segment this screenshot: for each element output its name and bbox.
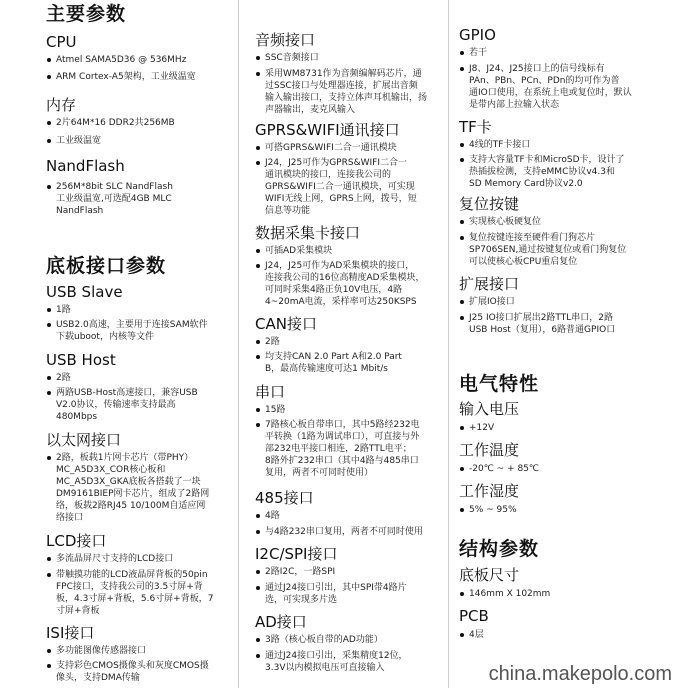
bullet-item (255, 52, 445, 64)
bullet-line: ARM Cortex-A5架构，工业级温宽 (56, 72, 196, 82)
bullet-line: 实现核心板硬复位 (469, 217, 542, 227)
bullet-item (255, 245, 445, 257)
bullet-item (255, 404, 445, 416)
subsection-heading: GPRS&WIFI通讯接口 (255, 121, 400, 139)
bullet-line: 146mm X 102mm (469, 589, 551, 599)
subsection-heading: NandFlash (46, 157, 125, 175)
bullet-item (459, 63, 677, 111)
bullet-line: 4线的TF卡接口 (469, 140, 531, 150)
bullet-line: NandFlash (56, 206, 104, 216)
subsection-heading: USB Slave (46, 283, 123, 301)
bullet-item (255, 351, 445, 375)
bullet-line: 工业级温宽,可选配4GB MLC (56, 194, 172, 204)
bullet-item (255, 634, 445, 646)
bullet-item (46, 645, 234, 657)
bullet-line: 2片64M*16 DDR2共256MB (56, 118, 175, 128)
bullet-item (459, 216, 677, 228)
bullet-item (255, 510, 445, 522)
bullet-item (255, 336, 445, 348)
bullet-item (46, 181, 234, 217)
bullet-item (46, 54, 234, 66)
bullet-line: Atmel SAMA5D36 @ 536MHz (56, 55, 187, 65)
bullet-item (46, 135, 234, 147)
bullet-item (255, 260, 445, 308)
bullet-line: 板，4.3寸屏+背板，5.6寸屏+背板，7 (56, 594, 214, 604)
subsection-heading: TF卡 (459, 118, 492, 136)
bullet-item (255, 582, 445, 606)
bullet-line: USB Host（复用），6路普通GPIO口 (469, 325, 616, 335)
bullet-line: 复用，两者不可同时使用） (265, 468, 374, 478)
bullet-line: 扩展IO接口 (469, 297, 515, 307)
bullet-line: 4路 (265, 511, 280, 521)
bullet-line: 多流晶屏尺寸支持的LCD接口 (56, 554, 174, 564)
subsection-heading: 工作温度 (459, 441, 520, 459)
bullet-line: 与4路232串口复用，两者不可同时使用 (265, 527, 423, 537)
bullet-line: 过SSC接口与处理器连接，扩展出音频 (265, 81, 418, 91)
bullet-line: 是带内部上拉输入状态 (469, 100, 560, 110)
subsection-heading: USB Host (46, 351, 116, 369)
bullet-item (255, 650, 445, 674)
bullet-line: SD Memory Card协议v2.0 (469, 179, 583, 189)
subsection-heading: 工作湿度 (459, 482, 520, 500)
bullet-line: 络，板载2路RJ45 10/100M自适应网 (56, 501, 206, 511)
section-heading: 结构参数 (459, 538, 540, 560)
bullet-line: J24，J25可作为AD采集模块的接口， (265, 261, 415, 271)
bullet-item (46, 71, 234, 83)
bullet-line: 2路 (56, 373, 71, 383)
bullet-line: 信息等功能 (265, 206, 311, 216)
bullet-line: 7路核心板自带串口，其中5路经232电 (265, 420, 420, 430)
bullet-item (459, 232, 677, 268)
bullet-item (459, 463, 677, 475)
bullet-line: 两路USB-Host高速接口，兼容USB (56, 388, 198, 398)
bullet-item (255, 526, 445, 538)
bullet-item (46, 569, 234, 617)
bullet-line: 工业级温宽 (56, 136, 102, 146)
bullet-item (46, 117, 234, 129)
bullet-line: 8路外扩232串口（其中4路与485串口 (265, 456, 419, 466)
bullet-item (46, 319, 234, 343)
bullet-item (255, 566, 445, 578)
bullet-line: 输入输出接口，支持立体声耳机输出，扬 (265, 93, 428, 103)
bullet-line: V2.0协议，传输速率支持最高 (56, 400, 176, 410)
bullet-item (46, 304, 234, 316)
section-heading: 电气特性 (459, 373, 540, 395)
bullet-item (255, 68, 445, 116)
bullet-item (459, 296, 677, 308)
bullet-line: 3.3V以内模拟电压可直接输入 (265, 663, 385, 673)
subsection-heading: 数据采集卡接口 (255, 224, 361, 242)
bullet-line: 下载uboot，内核等文件 (56, 332, 154, 342)
bullet-line: DM9161BIEP网卡芯片，组成了2路网 (56, 489, 210, 499)
bullet-line: 带触摸功能的LCD液晶屏背板的50pin (56, 570, 208, 580)
bullet-line: -20℃ ~ + 85℃ (469, 464, 540, 474)
column-left (0, 0, 238, 688)
bullet-line: SP706SEN,通过按键复位或看门狗复位 (469, 245, 627, 255)
subsection-heading: 底板尺寸 (459, 566, 520, 584)
bullet-line: 复位按键连接至硬件看门狗芯片 (469, 233, 596, 243)
bullet-item (459, 139, 677, 151)
bullet-line: 选，可实现多片选 (265, 595, 338, 605)
subsection-heading: CPU (46, 33, 77, 51)
subsection-heading: CAN接口 (255, 315, 317, 333)
bullet-line: 通IO口使用，在系统上电或复位时，默认 (469, 88, 632, 98)
bullet-item (255, 157, 445, 217)
column-right (448, 0, 680, 688)
bullet-line: 支持彩色CMOS摄像头和灰度CMOS摄 (56, 661, 209, 671)
bullet-line: 连接我公司的16位高精度AD采集模块， (265, 273, 425, 283)
bullet-line: 5% ~ 95% (469, 505, 517, 515)
bullet-item (46, 387, 234, 423)
bullet-line: 多功能图像传感器接口 (56, 646, 147, 656)
bullet-line: 可插AD采集模块 (265, 246, 333, 256)
subsection-heading: 复位按键 (459, 195, 520, 213)
bullet-line: 若干 (469, 48, 488, 58)
subsection-heading: 扩展接口 (459, 275, 520, 293)
bullet-item (46, 553, 234, 565)
subsection-heading: ISI接口 (46, 624, 95, 642)
bullet-line: WIFI无线上网，GPRS上网，拨号，短 (265, 194, 417, 204)
subsection-heading: 串口 (255, 383, 286, 401)
bullet-item (46, 452, 234, 524)
bullet-line: 2路 (265, 337, 280, 347)
bullet-line: J24，J25可作为GPRS&WIFI二合一 (265, 158, 407, 168)
subsection-heading: LCD接口 (46, 532, 107, 550)
bullet-line: 支持大容量TF卡和MicroSD卡，设计了 (469, 155, 625, 165)
bullet-line: USB2.0高速，主要用于连接SAM软件 (56, 320, 208, 330)
subsection-heading: 音频接口 (255, 31, 316, 49)
bullet-line: 4层 (469, 630, 484, 640)
bullet-item (459, 588, 677, 600)
bullet-line: 部232电平接口相连，2路TTL电平； (265, 444, 412, 454)
bullet-line: 3路（核心板自带的AD功能） (265, 635, 383, 645)
bullet-item (459, 47, 677, 59)
bullet-line: MC_A5D3X_GKA底板各搭载了一块 (56, 477, 201, 487)
bullet-line: GPRS&WIFI二合一通讯模块，可实现 (265, 182, 415, 192)
subsection-heading: 内存 (46, 96, 77, 114)
bullet-line: 256M*8bit SLC NandFlash (56, 182, 173, 192)
subsection-heading: PCB (459, 607, 489, 625)
subsection-heading: 以太网接口 (46, 431, 122, 449)
section-heading: 底板接口参数 (46, 255, 167, 277)
subsection-heading: GPIO (459, 26, 496, 44)
subsection-heading: AD接口 (255, 613, 307, 631)
bullet-line: 15路 (265, 405, 286, 415)
bullet-item (46, 372, 234, 384)
bullet-line: 采用WM8731作为音频编解码芯片，通 (265, 69, 422, 79)
bullet-line: 寸屏+背板 (56, 606, 100, 616)
bullet-line: 声器输出，麦克风输入 (265, 105, 356, 115)
bullet-item (459, 154, 677, 190)
bullet-line: 通过J24接口引出，其中SPI带4路片 (265, 583, 407, 593)
bullet-line: 可搭GPRS&WIFI二合一通讯模块 (265, 143, 397, 153)
bullet-item (255, 419, 445, 479)
bullet-item (46, 660, 234, 684)
bullet-line: 4~20mA电流，采样率可达250KSPS (265, 297, 417, 307)
bullet-item (459, 422, 677, 434)
section-heading: 主要参数 (46, 3, 127, 25)
bullet-line: FPC接口，支持我公司的3.5寸屏+背 (56, 582, 203, 592)
bullet-line: 平转换（1路为调试串口），可直接与外 (265, 432, 420, 442)
bullet-line: 络接口 (56, 513, 84, 523)
subsection-heading: 485接口 (255, 489, 314, 507)
bullet-line: J8、J24、J25接口上的信号线标有 (469, 64, 605, 74)
subsection-heading: 输入电压 (459, 400, 520, 418)
watermark: china.makepolo.com (488, 663, 672, 685)
bullet-item (459, 504, 677, 516)
bullet-line: 可以使核心板CPU重启复位 (469, 257, 578, 267)
bullet-line: 通讯模块的接口，连接我公司的 (265, 170, 392, 180)
bullet-item (459, 312, 677, 336)
bullet-line: J25 IO接口扩展出2路TTL串口，2路 (469, 313, 614, 323)
bullet-line: 2路，板载1片网卡芯片（带PHY） (56, 453, 194, 463)
bullet-line: MC_A5D3X_COR核心板和 (56, 465, 166, 475)
bullet-line: 热插拔检测，支持eMMC协议v4.3和 (469, 167, 615, 177)
bullet-line: PAn、PBn、PCn、PDn的均可作为普 (469, 76, 620, 86)
bullet-line: 像头，支持DMA传输 (56, 673, 140, 683)
bullet-line: SSC音频接口 (265, 53, 319, 63)
subsection-heading: I2C/SPI接口 (255, 545, 338, 563)
column-middle (238, 0, 449, 688)
bullet-line: 可同时采集4路正负10V电压，4路 (265, 285, 403, 295)
bullet-line: 480Mbps (56, 412, 98, 422)
bullet-item (459, 629, 677, 641)
bullet-line: 均支持CAN 2.0 Part A和2.0 Part (265, 352, 402, 362)
bullet-line: 1路 (56, 305, 71, 315)
bullet-line: 通过J24接口引出，采集精度12位， (265, 651, 408, 661)
bullet-line: 2路I2C，一路SPI (265, 567, 336, 577)
bullet-item (255, 142, 445, 154)
bullet-line: +12V (469, 423, 495, 433)
bullet-line: B，最高传输速度可达1 Mbit/s (265, 364, 388, 374)
